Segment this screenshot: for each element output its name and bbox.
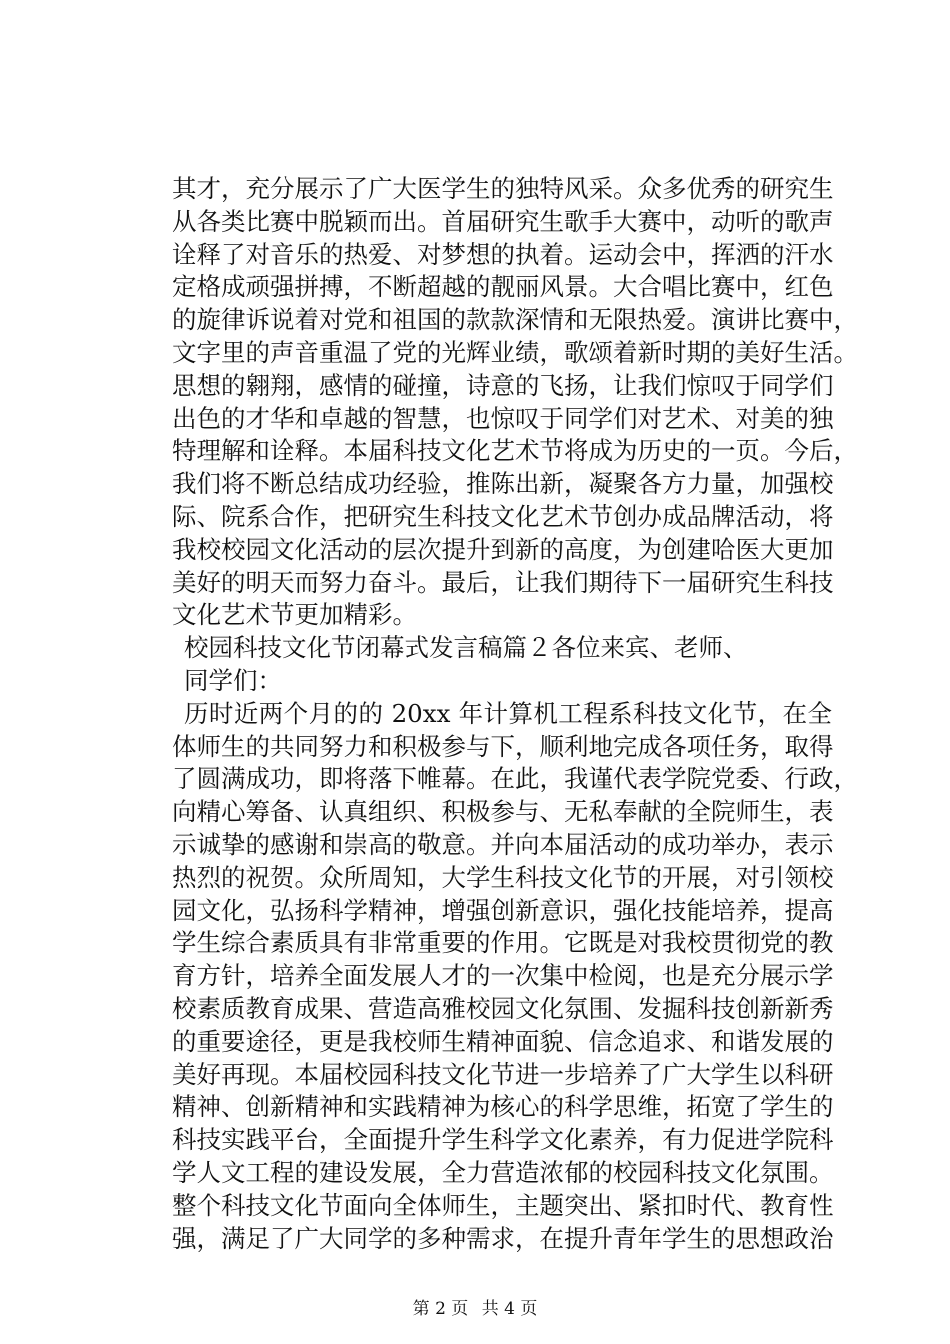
page-total: 共 4 页	[481, 1299, 538, 1319]
page-footer	[0, 1298, 950, 1320]
text-line: 历时近两个月的的 20xx 年计算机工程系科技文化节，在全	[184, 698, 832, 728]
text-line: 强，满足了广大同学的多种需求，在提升青年学生的思想政治	[172, 1223, 834, 1253]
text-line: 思想的翱翔，感情的碰撞，诗意的飞扬，让我们惊叹于同学们	[172, 370, 834, 400]
text-line: 美好的明天而努力奋斗。最后，让我们期待下一届研究生科技	[172, 567, 834, 597]
text-line: 诠释了对音乐的热爱、对梦想的执着。运动会中，挥洒的汗水	[172, 239, 834, 269]
text-line: 热烈的祝贺。众所周知，大学生科技文化节的开展，对引领校	[172, 862, 834, 892]
text-line: 其才，充分展示了广大医学生的独特风采。众多优秀的研究生	[172, 174, 834, 203]
text-line: 际、院系合作，把研究生科技文化艺术节创办成品牌活动，将	[172, 501, 834, 531]
text-line: 校素质教育成果、营造高雅校园文化氛围、发掘科技创新新秀	[172, 993, 834, 1023]
text-line: 育方针，培养全面发展人才的一次集中检阅，也是充分展示学	[172, 961, 834, 991]
text-line: 了圆满成功，即将落下帷幕。在此，我谨代表学院党委、行政，	[172, 764, 858, 794]
text-line: 体师生的共同努力和积极参与下，顺利地完成各项任务，取得	[172, 731, 834, 761]
text-line: 园文化，弘扬科学精神，增强创新意识，强化技能培养，提高	[172, 895, 834, 925]
text-line: 向精心筹备、认真组织、积极参与、无私奉献的全院师生，表	[172, 797, 834, 827]
salutation-line: 同学们：	[184, 665, 282, 695]
document-body	[172, 173, 858, 1255]
section-heading-line: 校园科技文化节闭幕式发言稿篇２各位来宾、老师、	[184, 633, 748, 663]
text-line: 文字里的声音重温了党的光辉业绩，歌颂着新时期的美好生活。	[172, 337, 858, 367]
text-line: 的旋律诉说着对党和祖国的款款深情和无限热爱。演讲比赛中，	[172, 305, 858, 335]
text-line: 整个科技文化节面向全体师生，主题突出、紧扣时代、教育性	[172, 1190, 834, 1220]
text-line: 我们将不断总结成功经验，推陈出新，凝聚各方力量，加强校	[172, 469, 834, 499]
text-line: 科技实践平台，全面提升学生科学文化素养，有力促进学院科	[172, 1125, 834, 1155]
text-line: 定格成顽强拼搏，不断超越的靓丽风景。大合唱比赛中，红色	[172, 272, 834, 302]
text-line: 精神、创新精神和实践精神为核心的科学思维，拓宽了学生的	[172, 1092, 834, 1122]
text-line: 文化艺术节更加精彩。	[172, 600, 417, 630]
text-line: 美好再现。本届校园科技文化节进一步培养了广大学生以科研	[172, 1059, 834, 1089]
text-line: 学人文工程的建设发展，全力营造浓郁的校园科技文化氛围。	[172, 1157, 834, 1187]
page-number: 第 2 页	[412, 1299, 469, 1319]
text-line: 学生综合素质具有非常重要的作用。它既是对我校贯彻党的教	[172, 928, 834, 958]
text-line: 从各类比赛中脱颖而出。首届研究生歌手大赛中，动听的歌声	[172, 206, 834, 236]
text-line: 示诚挚的感谢和崇高的敬意。并向本届活动的成功举办，表示	[172, 829, 834, 859]
text-line: 出色的才华和卓越的智慧，也惊叹于同学们对艺术、对美的独	[172, 403, 834, 433]
text-line: 我校校园文化活动的层次提升到新的高度，为创建哈医大更加	[172, 534, 834, 564]
text-line: 特理解和诠释。本届科技文化艺术节将成为历史的一页。今后，	[172, 436, 858, 466]
text-line: 的重要途径，更是我校师生精神面貌、信念追求、和谐发展的	[172, 1026, 834, 1056]
